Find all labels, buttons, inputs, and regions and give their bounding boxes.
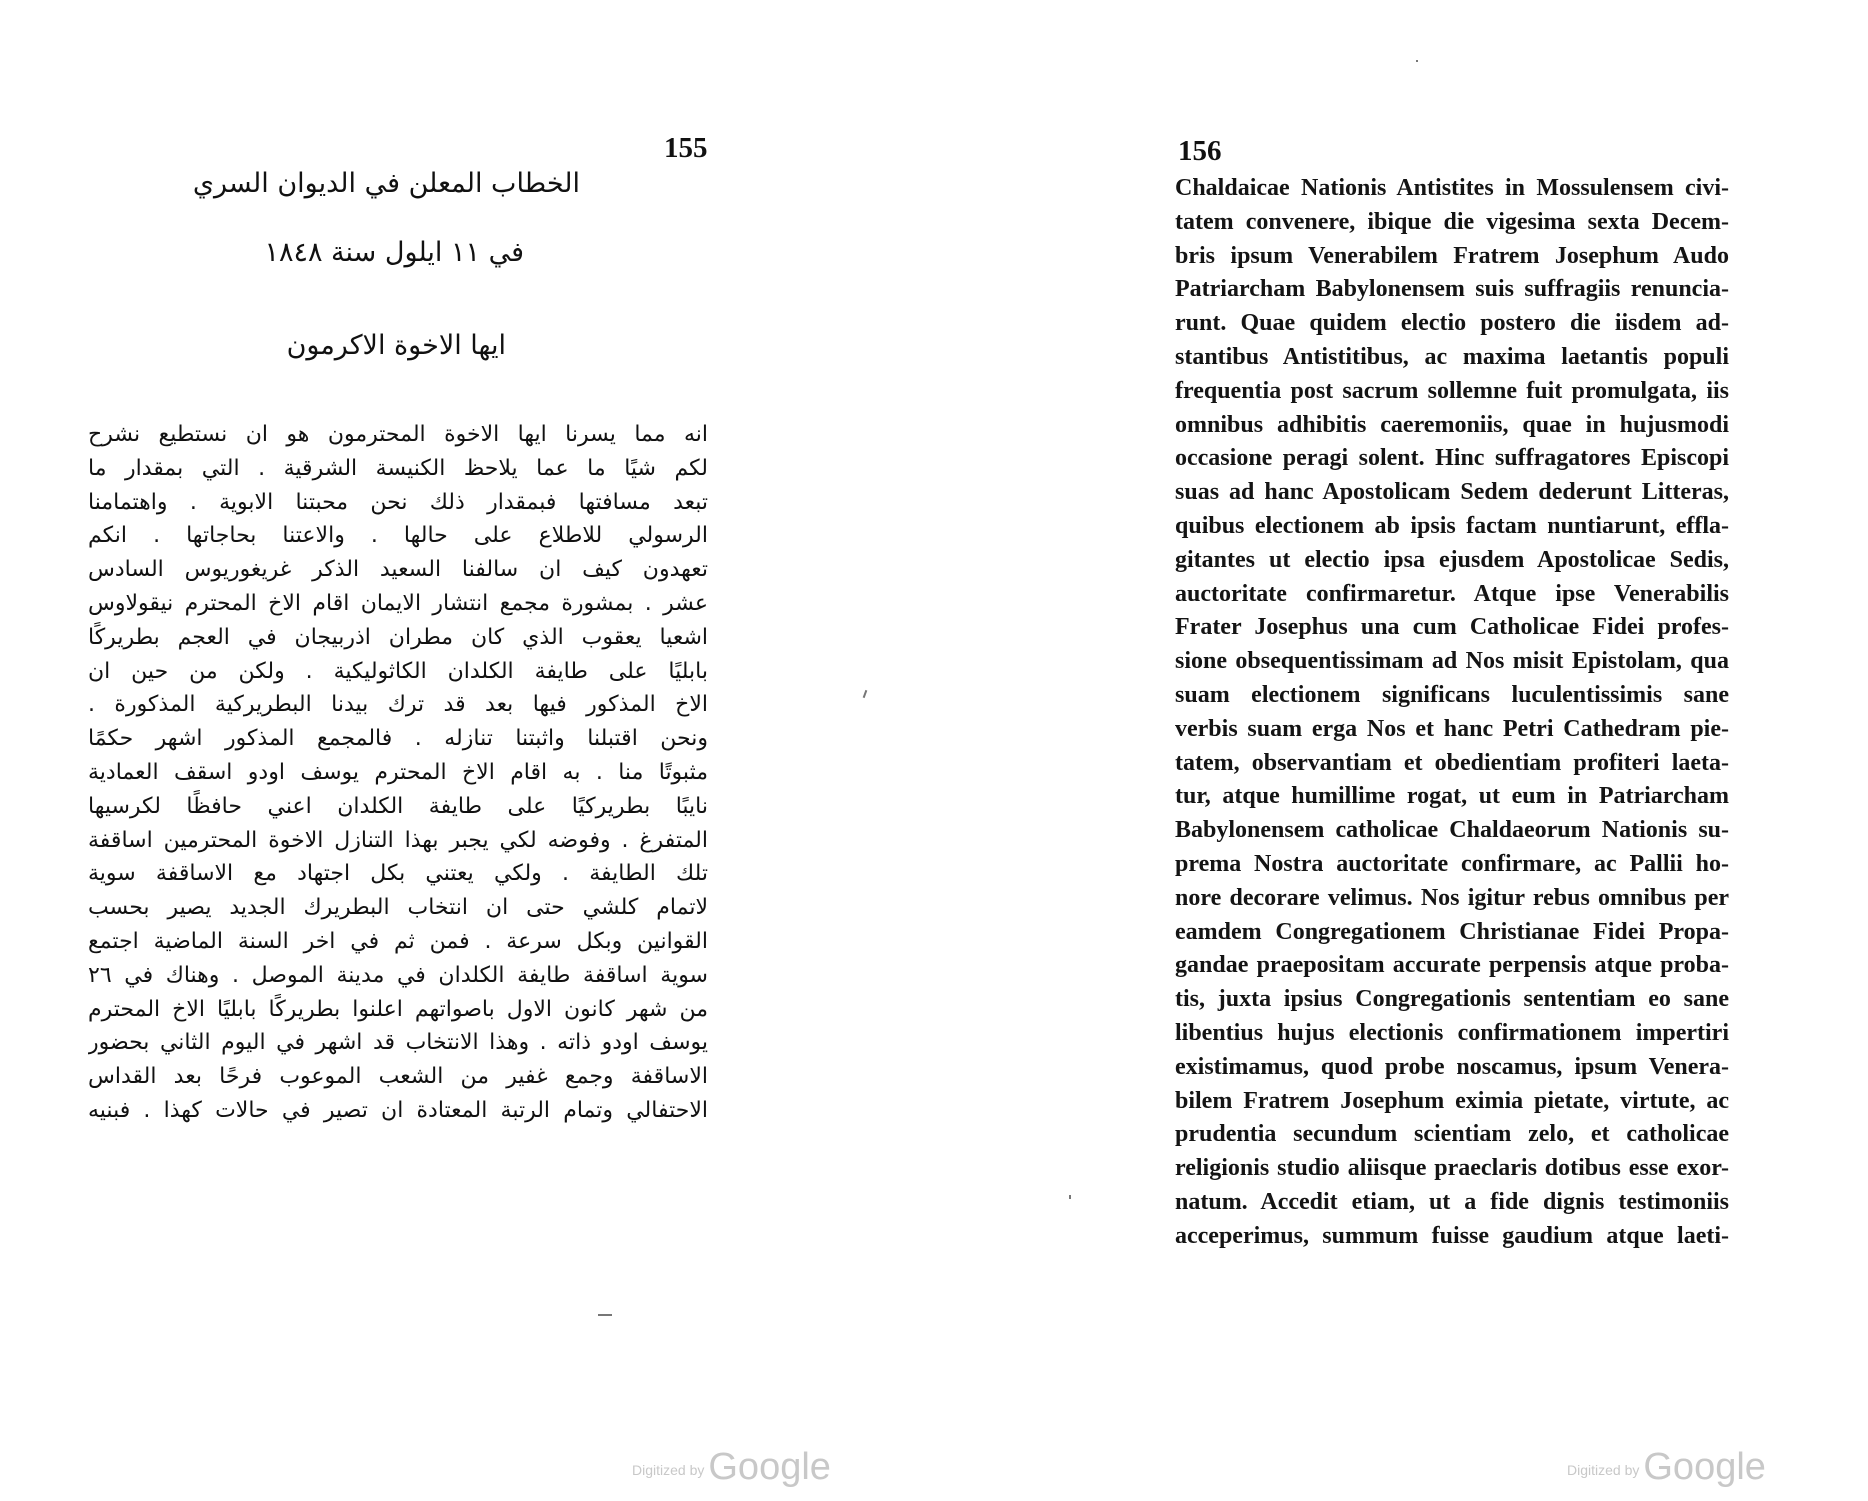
arabic-text-line: تبعد مسافتها فبمقدار ذلك نحن محبتنا الابوية . واهتمامنا bbox=[88, 489, 708, 515]
latin-text-line: sione obsequentissimam ad Nos misit Epistolam, qua bbox=[1175, 648, 1729, 675]
arabic-text-line: الاخ المذكور فيها بعد قد ترك بيدنا البطريركية المذكورة . bbox=[88, 692, 708, 718]
latin-text-line: acceperimus, summum fuisse gaudium atque laeti- bbox=[1175, 1222, 1729, 1249]
arabic-text-line: يوسف اودو ذاته . وهذا الانتخاب قد اشهر في اليوم الثاني بحضور bbox=[88, 1030, 708, 1056]
arabic-text-line: الاساقفة وجمع غفير من الشعب الموعوب فرحًا بعد القداس bbox=[88, 1064, 708, 1090]
arabic-text-line: ونحن اقتبلنا واثبتنا تنازله . فالمجمع المذكور اشهر حكمًا bbox=[88, 726, 708, 752]
latin-text-line: natum. Accedit etiam, ut a fide dignis testimoniis bbox=[1175, 1188, 1729, 1215]
arabic-text-line: نايبًا بطريركيًا على طايفة الكلدان اعني حافظًا لكرسيها bbox=[88, 793, 708, 819]
arabic-body-text bbox=[88, 418, 708, 1128]
latin-text-line: Frater Josephus una cum Catholicae Fidei profes- bbox=[1175, 614, 1729, 641]
arabic-text-line: سوية اساقفة طايفة الكلدان في مدينة الموصل . وهناك في ٢٦ bbox=[88, 962, 708, 988]
latin-text-line: tur, atque humillime rogat, ut eum in Patriarcham bbox=[1175, 783, 1729, 810]
watermark-logo-text: Google bbox=[1643, 1446, 1766, 1488]
arabic-text-line: مثبوتًا منا . به اقام الاخ المحترم يوسف اودو اسقف العمادية bbox=[88, 759, 708, 785]
latin-text-line: stantibus Antistitibus, ac maxima laetantis populi bbox=[1175, 343, 1729, 370]
latin-text-line: auctoritate confirmaretur. Atque ipse Venerabilis bbox=[1175, 580, 1729, 607]
latin-text-line: gitantes ut electio ipsa ejusdem Apostolicae Sedis, bbox=[1175, 546, 1729, 573]
arabic-text-line: لكم شيًا ما عما يلاحظ الكنيسة الشرقية . التي بمقدار ما bbox=[88, 455, 708, 481]
arabic-text-line: تعهدون كيف ان سالفنا السعيد الذكر غريغوريوس السادس bbox=[88, 557, 708, 583]
arabic-text-line: الاحتفالي وتمام الرتبة المعتادة ان تصير في حالات كهذا . فبنيه bbox=[88, 1097, 708, 1123]
latin-text-line: eamdem Congregationem Christianae Fidei Propa- bbox=[1175, 918, 1729, 945]
latin-text-line: occasione peragi solent. Hinc suffragatores Episcopi bbox=[1175, 445, 1729, 472]
latin-text-line: tis, juxta ipsius Congregationis sententiam eo sane bbox=[1175, 986, 1729, 1013]
page-number-left: 155 bbox=[664, 132, 708, 164]
latin-text-line: Patriarcham Babylonensem suis suffragiis renuncia- bbox=[1175, 276, 1729, 303]
latin-text-line: frequentia post sacrum sollemne fuit promulgata, iis bbox=[1175, 377, 1729, 404]
latin-text-line: suas ad hanc Apostolicam Sedem dederunt Litteras, bbox=[1175, 479, 1729, 506]
latin-text-line: runt. Quae quidem electio postero die iisdem ad- bbox=[1175, 310, 1729, 337]
watermark-small-text: Digitized by bbox=[1567, 1462, 1640, 1478]
arabic-text-line: عشر . بمشورة مجمع انتشار الايمان اقام الاخ المحترم نيقولاوس bbox=[88, 590, 708, 616]
latin-text-line: prudentia secundum scientiam zelo, et catholicae bbox=[1175, 1121, 1729, 1148]
latin-text-line: bilem Fratrem Josephum eximia pietate, virtute, ac bbox=[1175, 1087, 1729, 1114]
arabic-salutation: ايها الاخوة الاكرمون bbox=[286, 330, 506, 361]
arabic-text-line: انه مما يسرنا ايها الاخوة المحترمون هو ان نستطيع نشرح bbox=[88, 422, 708, 447]
ink-speck bbox=[1069, 1195, 1071, 1199]
ink-speck bbox=[598, 1314, 612, 1316]
arabic-text-line: الرسولي للاطلاع على حالها . والاعتنا بحاجاتها . انكم bbox=[88, 523, 708, 549]
arabic-date-line: في ١١ ايلول سنة ١٨٤٨ bbox=[264, 237, 524, 268]
latin-text-line: tatem, observantiam et obedientiam profiteri laeta- bbox=[1175, 749, 1729, 776]
latin-text-line: tatem convenere, ibique die vigesima sexta Decem- bbox=[1175, 208, 1729, 235]
latin-text-line: libentius hujus electionis confirmationem impertiri bbox=[1175, 1019, 1729, 1046]
page-number-right: 156 bbox=[1178, 135, 1222, 167]
right-page bbox=[934, 0, 1868, 1501]
arabic-text-line: من شهر كانون الاول باصواتهم اعلنوا بطريركًا بابليًا الاخ المحترم bbox=[88, 996, 708, 1022]
latin-text-line: Chaldaicae Nationis Antistites in Mossulensem civi- bbox=[1175, 175, 1729, 201]
latin-text-line: religionis studio aliisque praeclaris dotibus esse exor- bbox=[1175, 1155, 1729, 1182]
latin-text-line: quibus electionem ab ipsis factam nuntiarunt, effla- bbox=[1175, 512, 1729, 539]
latin-text-line: Babylonensem catholicae Chaldaeorum Nationis su- bbox=[1175, 817, 1729, 844]
google-watermark-left bbox=[632, 1446, 831, 1489]
arabic-text-line: اشعيا يعقوب الذي كان مطران اذربيجان في العجم بطريركًا bbox=[88, 624, 708, 650]
watermark-logo-text: Google bbox=[708, 1446, 831, 1488]
arabic-text-line: بابليًا على طايفة الكلدان الكاثوليكية . ولكن من حين ان bbox=[88, 658, 708, 684]
latin-text-line: verbis suam erga Nos et hanc Petri Cathedram pie- bbox=[1175, 715, 1729, 742]
arabic-title: الخطاب المعلن في الديوان السري bbox=[192, 168, 580, 199]
latin-text-line: existimamus, quod probe noscamus, ipsum Venera- bbox=[1175, 1053, 1729, 1080]
latin-text-line: prema Nostra auctoritate confirmare, ac Pallii ho- bbox=[1175, 850, 1729, 877]
ink-speck bbox=[1416, 60, 1418, 62]
latin-text-line: omnibus adhibitis caeremoniis, quae in hujusmodi bbox=[1175, 411, 1729, 438]
watermark-small-text: Digitized by bbox=[632, 1462, 705, 1478]
latin-body-text bbox=[1175, 172, 1729, 1254]
arabic-text-line: القوانين وبكل سرعة . فمن ثم في اخر السنة الماضية اجتمع bbox=[88, 928, 708, 954]
latin-text-line: bris ipsum Venerabilem Fratrem Josephum Audo bbox=[1175, 242, 1729, 269]
arabic-text-line: تلك الطايفة . ولكي يعتني بكل اجتهاد مع الاساقفة سوية bbox=[88, 861, 708, 887]
latin-text-line: gandae praepositam accurate perpensis atque proba- bbox=[1175, 952, 1729, 979]
latin-text-line: suam electionem significans luculentissimis sane bbox=[1175, 681, 1729, 708]
arabic-text-line: المتفرغ . وفوضه لكي يجبر بهذا التنازل الاخوة المحترمين اساقفة bbox=[88, 827, 708, 853]
arabic-text-line: لاتمام كلشي حتى ان انتخاب البطريرك الجديد يصير بحسب bbox=[88, 895, 708, 921]
google-watermark-right bbox=[1567, 1446, 1766, 1489]
latin-text-line: nore decorare velimus. Nos igitur rebus omnibus per bbox=[1175, 884, 1729, 911]
